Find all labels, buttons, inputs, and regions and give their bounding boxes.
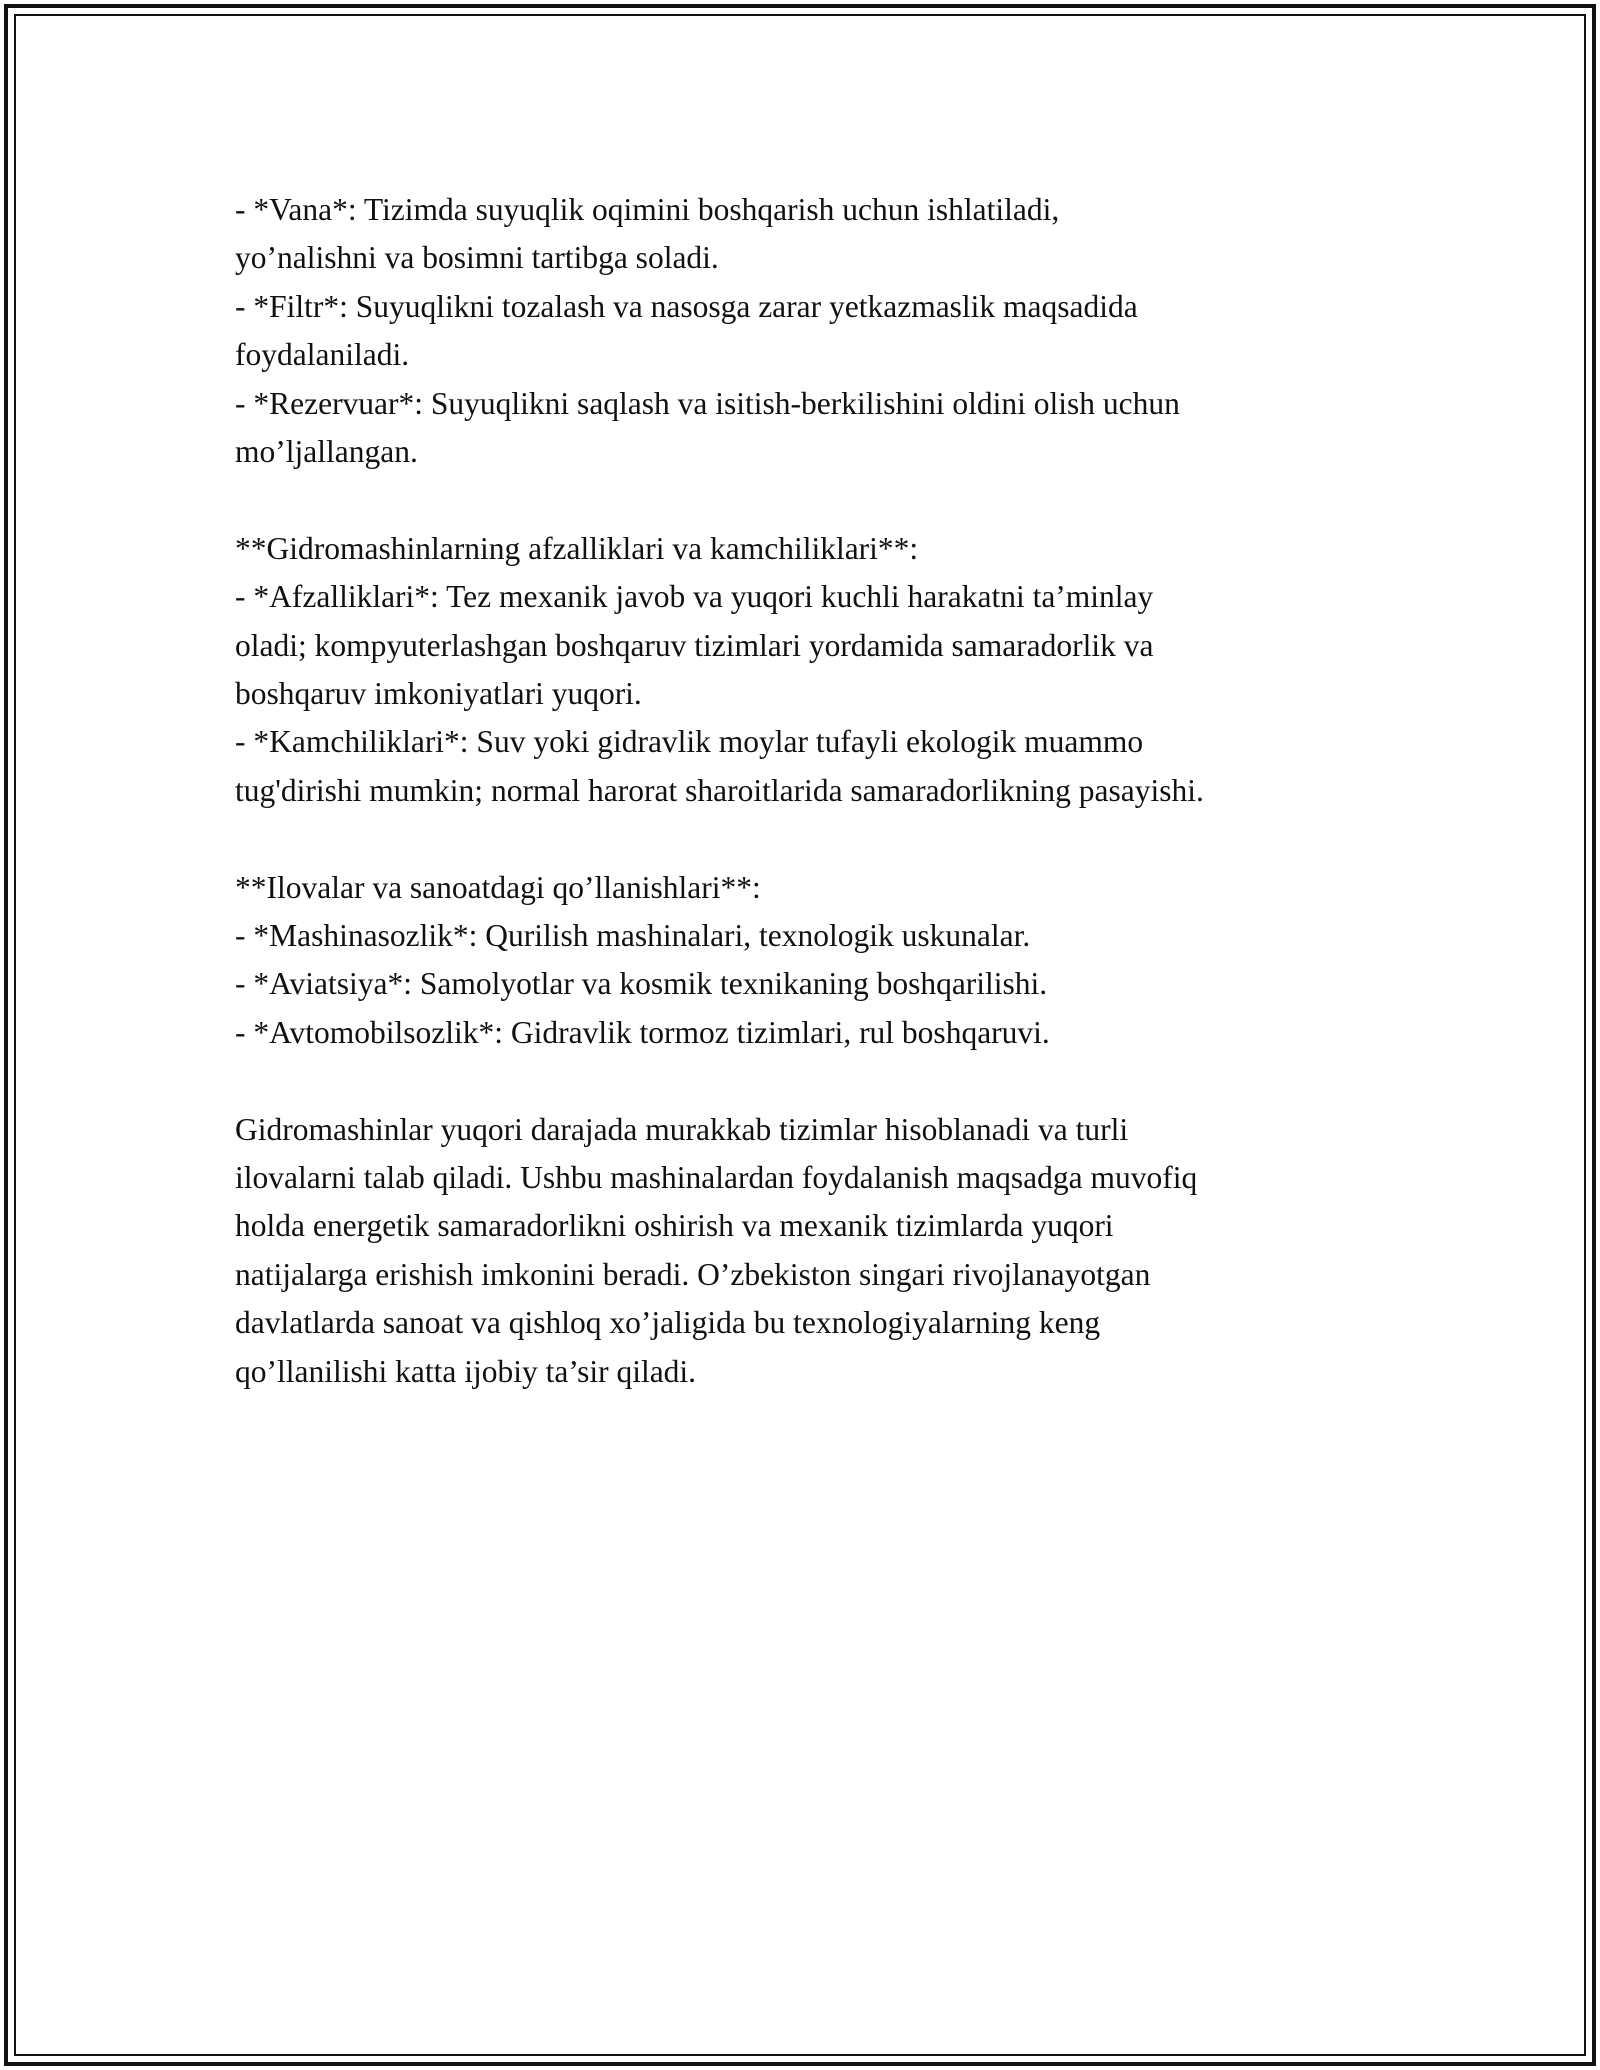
document-body bbox=[235, 186, 1395, 1445]
components-list bbox=[235, 186, 1395, 476]
list-item-vana-cont: yo’nalishni va bosimni tartibga soladi. bbox=[235, 240, 719, 276]
list-item-filtr: - *Filtr*: Suyuqlikni tozalash va nasosga zarar yetkazmaslik maqsadida bbox=[235, 288, 1138, 324]
list-item-rezervuar: - *Rezervuar*: Suyuqlikni saqlash va isitish-berkilishini oldini olish uchun bbox=[235, 385, 1180, 421]
paragraph-line: davlatlarda sanoat va qishloq xo’jaligida bu texnologiyalarning keng bbox=[235, 1305, 1101, 1341]
pros-cons-section bbox=[235, 525, 1395, 815]
paragraph-line: ilovalarni talab qiladi. Ushbu mashinalardan foydalanish maqsadga muvofiq bbox=[235, 1160, 1198, 1196]
list-item-afzalliklari: - *Afzalliklari*: Tez mexanik javob va yuqori kuchli harakatni ta’minlay bbox=[235, 579, 1154, 615]
paragraph-line: natijalarga erishish imkonini beradi. O’zbekiston singari rivojlanayotgan bbox=[235, 1256, 1151, 1292]
list-item-afzalliklari-cont: boshqaruv imkoniyatlari yuqori. bbox=[235, 676, 642, 712]
list-item-filtr-cont: foydalaniladi. bbox=[235, 337, 410, 373]
conclusion-paragraph bbox=[235, 1106, 1395, 1396]
paragraph-line: qo’llanilishi katta ijobiy ta’sir qiladi. bbox=[235, 1353, 697, 1389]
list-item-aviatsiya: - *Aviatsiya*: Samolyotlar va kosmik texnikaning boshqarilishi. bbox=[235, 966, 1048, 1002]
list-item-mashinasozlik: - *Mashinasozlik*: Qurilish mashinalari, texnologik uskunalar. bbox=[235, 918, 1031, 954]
list-item-avtomobilsozlik: - *Avtomobilsozlik*: Gidravlik tormoz tizimlari, rul boshqaruvi. bbox=[235, 1014, 1050, 1050]
list-item-kamchiliklari: - *Kamchiliklari*: Suv yoki gidravlik moylar tufayli ekologik muammo bbox=[235, 724, 1144, 760]
paragraph-line: Gidromashinlar yuqori darajada murakkab tizimlar hisoblanadi va turli bbox=[235, 1111, 1129, 1147]
list-item-vana: - *Vana*: Tizimda suyuqlik oqimini boshqarish uchun ishlatiladi, bbox=[235, 192, 1060, 227]
list-item-afzalliklari-cont: oladi; kompyuterlashgan boshqaruv tizimlari yordamida samaradorlik va bbox=[235, 627, 1154, 663]
list-item-kamchiliklari-cont: tug'dirishi mumkin; normal harorat sharoitlarida samaradorlikning pasayishi. bbox=[235, 772, 1204, 808]
list-item-rezervuar-cont: mo’ljallangan. bbox=[235, 434, 418, 470]
section-heading-pros-cons: **Gidromashinlarning afzalliklari va kamchiliklari**: bbox=[235, 530, 919, 566]
applications-section bbox=[235, 864, 1395, 1058]
section-heading-applications: **Ilovalar va sanoatdagi qo’llanishlari**: bbox=[235, 869, 761, 905]
paragraph-line: holda energetik samaradorlikni oshirish va mexanik tizimlarda yuqori bbox=[235, 1208, 1114, 1244]
